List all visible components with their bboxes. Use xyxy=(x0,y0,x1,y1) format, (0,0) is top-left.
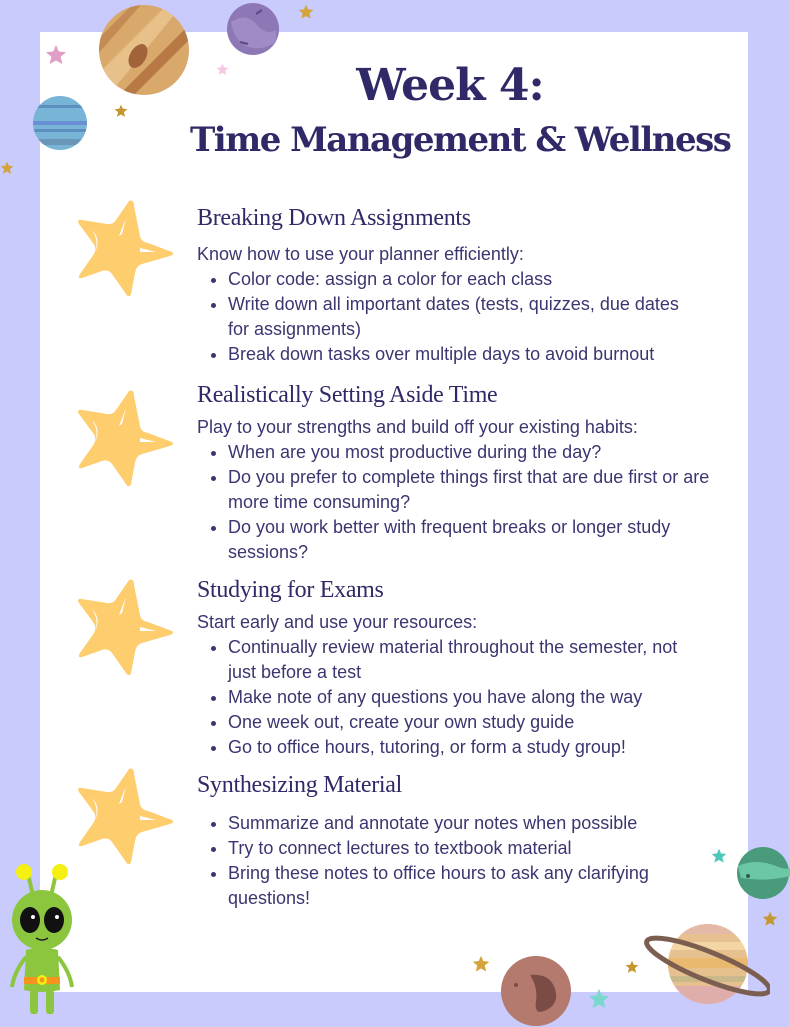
list-item: Color code: assign a color for each class xyxy=(228,267,727,292)
purple-planet-icon xyxy=(226,2,280,56)
sparkle-star-icon xyxy=(588,988,610,1010)
section-heading: Synthesizing Material xyxy=(197,772,402,798)
list-item: Bring these notes to office hours to ask any clarifying questions! xyxy=(228,861,698,911)
sparkle-star-icon xyxy=(711,848,727,864)
green-planet-icon xyxy=(736,846,790,900)
list-item: Go to office hours, tutoring, or form a study group! xyxy=(228,735,727,760)
sparkle-star-icon xyxy=(298,4,314,20)
star-icon xyxy=(74,386,174,486)
list-item: Break down tasks over multiple days to avoid burnout xyxy=(228,342,727,367)
section-intro: Play to your strengths and build off your existing habits: xyxy=(197,417,638,437)
alien-icon xyxy=(6,862,78,1018)
sparkle-star-icon xyxy=(472,955,490,973)
section-heading: Realistically Setting Aside Time xyxy=(197,382,498,408)
section-intro: Start early and use your resources: xyxy=(197,612,478,632)
list-item: Continually review material throughout the semester, not just before a test xyxy=(228,635,708,685)
star-icon xyxy=(74,196,174,296)
bullet-list xyxy=(197,267,727,367)
list-item: Summarize and annotate your notes when possible xyxy=(228,811,727,836)
page-title-topic: Time Management & Wellness xyxy=(190,120,731,160)
list-item: Write down all important dates (tests, quizzes, due dates for assignments) xyxy=(228,292,688,342)
section-heading: Breaking Down Assignments xyxy=(197,205,471,231)
bullet-list xyxy=(197,811,727,911)
section-studying-for-exams xyxy=(197,577,727,760)
list-item: Try to connect lectures to textbook material xyxy=(228,836,727,861)
section-synthesizing-material xyxy=(197,772,727,911)
bullet-list xyxy=(197,635,727,760)
list-item: One week out, create your own study guide xyxy=(228,710,727,735)
saturn-icon xyxy=(640,920,770,1010)
section-realistically-setting-aside-time xyxy=(197,382,727,565)
section-intro: Know how to use your planner efficiently: xyxy=(197,244,524,264)
section-breaking-down-assignments xyxy=(197,205,727,367)
bullet-list xyxy=(197,440,727,565)
mars-planet-icon xyxy=(500,955,572,1027)
list-item: Do you prefer to complete things first that are due first or are more time consuming? xyxy=(228,465,718,515)
list-item: When are you most productive during the day? xyxy=(228,440,727,465)
list-item: Do you work better with frequent breaks or longer study sessions? xyxy=(228,515,678,565)
page-title-week: Week 4: xyxy=(356,60,544,111)
star-icon xyxy=(74,575,174,675)
star-icon xyxy=(74,764,174,864)
sparkle-star-icon xyxy=(625,960,639,974)
sparkle-star-icon xyxy=(0,160,14,176)
list-item: Make note of any questions you have along the way xyxy=(228,685,727,710)
section-heading: Studying for Exams xyxy=(197,577,384,603)
